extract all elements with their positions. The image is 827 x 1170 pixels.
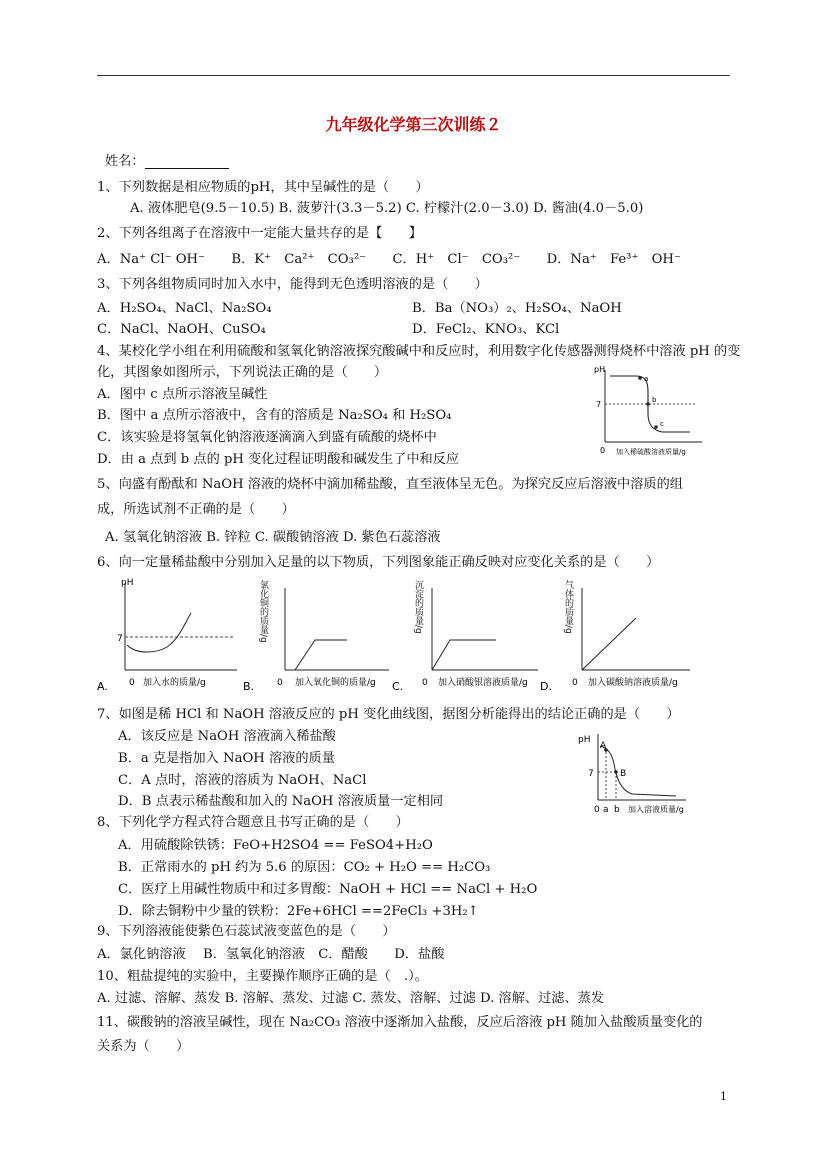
q6-graph-a-xlabel: 加入水的质量/g [143,678,206,688]
q4-graph-point-b: b [652,396,657,404]
q4-graph-point-c: c [660,420,664,428]
q6-graph-c-xlabel: 加入硝酸银溶液质量/g [438,678,528,688]
q7-graph-point-b: B [620,769,627,779]
q11-stem-line1: 11、碳酸钠的溶液呈碱性，现在 Na₂CO₃ 溶液中逐渐加入盐酸，反应后溶液 pH 随加入盐酸质量变化的 [97,1015,703,1030]
q1-stem: 1、下列数据是相应物质的pH，其中呈碱性的是（ ） [97,180,429,195]
q4-option-c: C．该实验是将氢氧化钠溶液逐滴滴入到盛有硫酸的烧杯中 [97,430,437,445]
q7-graph-ylabel: pH [578,735,591,745]
q4-graph-ylabel: pH [594,365,606,374]
q4-option-d: D．由 a 点到 b 点的 pH 变化过程证明酸和碱发生了中和反应 [97,452,460,467]
q9-options: A．氯化钠溶液 B．氢氧化钠溶液 C．醋酸 D．盐酸 [97,947,445,962]
q6-graph-b [243,580,393,693]
q8-stem: 8、下列化学方程式符合题意且书写正确的是（ ） [97,815,409,830]
q10-stem: 10、粗盐提纯的实验中，主要操作顺序正确的是（ .）。 [97,969,428,984]
q7-graph-point-a: A [600,741,607,751]
q4-option-a: A．图中 c 点所示溶液呈碱性 [97,387,268,402]
q6-graph-d-ylabel: 气体的质量/g [563,580,573,634]
q6-graph-c [392,580,542,693]
q5-stem-line2: 成，所选试剂不正确的是（ ） [97,502,295,517]
q4-graph-point-a: a [644,375,649,383]
q6-graph-b-zero: 0 [277,678,283,688]
q6-graph-a-ylabel: pH [121,578,134,588]
q5-options: A. 氢氧化钠溶液 B. 锌粒 C. 碳酸钠溶液 D. 紫色石蕊溶液 [105,530,441,545]
q7-stem: 7、如图是稀 HCl 和 NaOH 溶液反应的 pH 变化曲线图，据图分析能得出的结论正确的是（ ） [97,707,680,722]
q6-graph-d-xlabel: 加入碳酸钠溶液质量/g [588,678,678,688]
page-number: 1 [720,1090,727,1103]
q4-stem-line1: 4、某校化学小组在利用硫酸和氢氧化钠溶液探究酸碱中和反应时，利用数字化传感器测得烧杯中溶液 pH 的变 [97,344,741,359]
q4-graph-zero: 0 [600,446,606,455]
q6-graph-a-letter: A. [97,680,108,693]
q1-options: A. 液体肥皂(9.5－10.5) B. 菠萝汁(3.3－5.2) C. 柠檬汁(2.0－3.0) D. 酱油(4.0－5.0) [130,201,644,216]
q2-stem: 2、下列各组离子在溶液中一定能大量共存的是【 】 [97,226,422,241]
q7-graph-zero: 0 [594,805,600,815]
q3-option-d: D．FeCl₂、KNO₃、KCl [412,322,560,337]
q7-option-c: C．A 点时，溶液的溶质为 NaOH、NaCl [118,773,367,788]
q6-graph-d-letter: D. [540,680,552,693]
q3-option-a: A．H₂SO₄、NaCl、Na₂SO₄ [97,301,272,316]
q6-graph-b-xlabel: 加入氧化铜的质量/g [295,678,376,688]
page-title: 九年级化学第三次训练２ [325,115,502,134]
q10-options: A. 过滤、溶解、蒸发 B. 溶解、蒸发、过滤 C. 蒸发、溶解、过滤 D. 溶解、过滤、蒸发 [97,991,605,1006]
q3-stem: 3、下列各组物质同时加入水中，能得到无色透明溶液的是（ ） [97,277,488,292]
q6-graph-a [97,575,247,693]
q7-option-b: B．a 克是指加入 NaOH 溶液的质量 [118,751,335,766]
q6-stem: 6、向一定量稀盐酸中分别加入足量的以下物质，下列图象能正确反映对应变化关系的是（ ） [97,555,660,570]
header-rule [97,75,730,76]
name-blank [145,155,229,169]
q6-graph-b-letter: B. [243,680,255,693]
q6-graph-d [540,580,710,693]
q7-graph-a: a [603,805,609,815]
q7-graph-seven: 7 [588,769,594,779]
q6-graph-c-zero: 0 [422,678,428,688]
q6-graph-a-zero: 0 [129,678,135,688]
q4-graph-xlabel: 加入稀硫酸溶液质量/g [616,448,686,456]
q7-graph-xlabel: 加入溶液质量/g [628,805,684,814]
q6-graph-d-zero: 0 [572,678,578,688]
q6-graph-c-ylabel: 沉淀的质量/g [413,580,423,634]
q11-stem-line2: 关系为（ ） [97,1039,190,1054]
q7-option-d: D．B 点表示稀盐酸和加入的 NaOH 溶液质量一定相同 [118,794,444,809]
q3-option-b: B．Ba（NO₃）₂、H₂SO₄、NaOH [412,301,622,316]
q4-stem-line2: 化，其图象如图所示，下列说法正确的是（ ） [97,365,388,380]
name-field [105,150,229,169]
q8-option-d: D．除去铜粉中少量的铁粉：2Fe+6HCl ==2FeCl₃ +3H₂↑ [118,904,479,919]
q8-option-b: B．正常雨水的 pH 约为 5.6 的原因：CO₂ + H₂O == H₂CO₃ [118,860,491,875]
q7-ph-graph [576,728,716,820]
q5-stem-line1: 5、向盛有酚酞和 NaOH 溶液的烧杯中滴加稀盐酸，直至液体呈无色。为探究反应后溶液中溶质的组 [97,477,683,492]
q8-option-c: C．医疗上用碱性物质中和过多胃酸：NaOH + HCl == NaCl + H₂O [118,882,538,897]
q7-graph-b: b [614,805,620,815]
q6-graph-b-ylabel: 氯化铜的质量/g [258,580,268,643]
q4-ph-graph [590,362,710,457]
q4-option-b: B．图中 a 点所示溶液中，含有的溶质是 Na₂SO₄ 和 H₂SO₄ [97,408,452,423]
q4-graph-seven: 7 [596,400,602,409]
q6-graph-a-seven: 7 [117,634,123,644]
name-label: 姓名： [105,154,145,169]
q2-options: A．Na⁺ Cl⁻ OH⁻ B．K⁺ Ca²⁺ CO₃²⁻ C．H⁺ Cl⁻ CO₃²⁻ D．Na⁺ Fe³⁺ OH⁻ [97,252,681,267]
q7-option-a: A．该反应是 NaOH 溶液滴入稀盐酸 [118,729,336,744]
q9-stem: 9、下列溶液能使紫色石蕊试液变蓝色的是（ ） [97,924,396,939]
q3-option-c: C．NaCl、NaOH、CuSO₄ [97,322,266,337]
q6-graph-c-letter: C. [392,680,404,693]
q8-option-a: A．用硫酸除铁锈：FeO+H2SO4 == FeSO4+H₂O [118,838,433,853]
